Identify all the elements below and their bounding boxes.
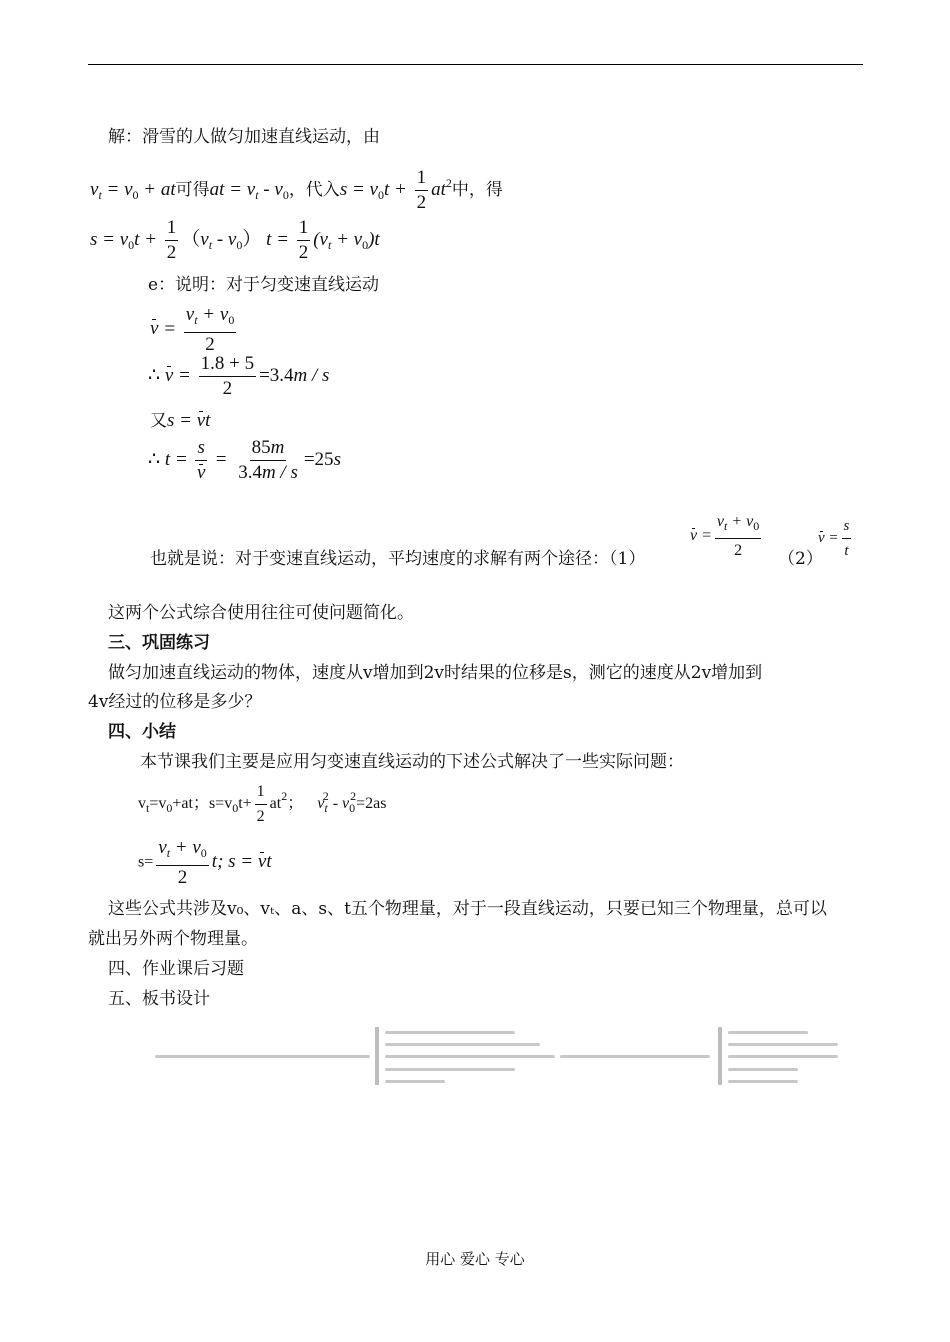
involve-line-1 (108, 898, 827, 920)
time-denominator: 3.4 (238, 462, 262, 483)
section-3-heading (108, 632, 210, 654)
time-result-unit: s (333, 448, 341, 470)
two-ways-line (150, 548, 645, 570)
note-text: e：说明：对于匀变速直线运动 (148, 275, 380, 295)
practice-text-2: 4v经过的位移是多少？ (88, 692, 262, 712)
way-2-label (778, 548, 823, 570)
board-design-text: 五、板书设计 (108, 989, 210, 1009)
eq-text-zhongde: 中，得 (451, 179, 503, 200)
involve-line-2 (88, 928, 258, 950)
avg-velocity-formula: v = $\frac{v_t + v_0}{2}$ (150, 304, 235, 355)
section-4-title: 四、小结 (108, 722, 176, 742)
eq-text-dairu: ，代入 (288, 179, 340, 200)
time-numerator: 85 (251, 437, 271, 458)
formula-way-2: v = $\frac{s}{t}$ (818, 518, 850, 559)
summary-formulas-1: $v_t=v_0+at$；$s=v_0t+$ $\frac{1}{2}$ $at^2$； $v_t^2 - v_0^2=2as$ (138, 783, 387, 825)
way-2-text: （2） (778, 549, 823, 569)
practice-line-1 (108, 662, 762, 684)
two-ways-text: 也就是说：对于变速直线运动，平均速度的求解有两个途径：（1） (150, 549, 646, 569)
solution-intro-text: 解：滑雪的人做匀加速直线运动，由 (108, 127, 380, 147)
section-4-heading (108, 721, 176, 743)
result-unit: m / s (293, 364, 330, 386)
homework-text: 四、作业课后习题 (108, 959, 244, 979)
displacement-relation: 又s = vt (150, 410, 211, 431)
equation-displacement: $s = v_0t$ + $\frac{1}{2}$ $(v_t - v_0) t$ = $\frac{1}{2}$ $(v_t + v_0)t$ (90, 217, 380, 263)
practice-text-1: 做匀加速直线运动的物体，速度从v增加到2v时结果的位移是s，测它的速度从2v增加到 (108, 663, 763, 683)
simplify-text: 这两个公式综合使用往往可使问题简化。 (108, 603, 414, 623)
footer-text: 用心 爱心 专心 (425, 1250, 525, 1268)
simplify-line (108, 602, 414, 624)
frac-denominator: 2 (222, 378, 233, 399)
board-design-line (108, 988, 210, 1010)
eq-text-kede: 可得 (175, 179, 210, 200)
involve-text-2: 就出另外两个物理量。 (88, 929, 258, 949)
note-line (148, 274, 379, 296)
time-value: ∴ t = $\frac{s}{v}$ = $\frac{85m}{3.4m / s}$ =25s (148, 437, 341, 483)
time-denominator-unit: m / s (261, 462, 298, 483)
page-footer (0, 1248, 950, 1269)
summary-text: 本节课我们主要是应用匀变速直线运动的下述公式解决了一些实际问题： (140, 752, 684, 772)
summary-eq-tail: =2as (356, 795, 387, 813)
result-value: =3.4 (259, 364, 294, 386)
homework-line (108, 958, 244, 980)
formula-way-1: v = $\frac{v_t + v_0}{2}$ (690, 513, 760, 559)
frac-numerator: 1.8 + 5 (199, 354, 256, 377)
practice-line-2 (88, 691, 261, 713)
time-numerator-unit: m (270, 437, 285, 458)
header-rule (88, 64, 863, 65)
summary-line (140, 751, 684, 773)
board-design-image (150, 1025, 850, 1087)
summary-formulas-2: s= $\frac{v_t + v_0}{2}$ t; s = vt (138, 837, 272, 888)
equation-derivation: $v_t = v_0$ + at可得at = $v_t - v_0$，代入$s = v_0t$ + $\frac{1}{2}$ $at^2$中，得 (90, 167, 503, 213)
avg-velocity-value: ∴ v = $\frac{1.8 + 5}{2}$ =3.4m / s (148, 353, 330, 399)
you-text: 又 (150, 411, 167, 431)
solution-intro (108, 126, 380, 148)
involve-text-1: 这些公式共涉及v₀、vₜ、a、s、t五个物理量，对于一段直线运动，只要已知三个物理量，总可以 (108, 899, 827, 919)
time-result: =25 (303, 448, 334, 470)
section-3-title: 三、巩固练习 (108, 633, 210, 653)
